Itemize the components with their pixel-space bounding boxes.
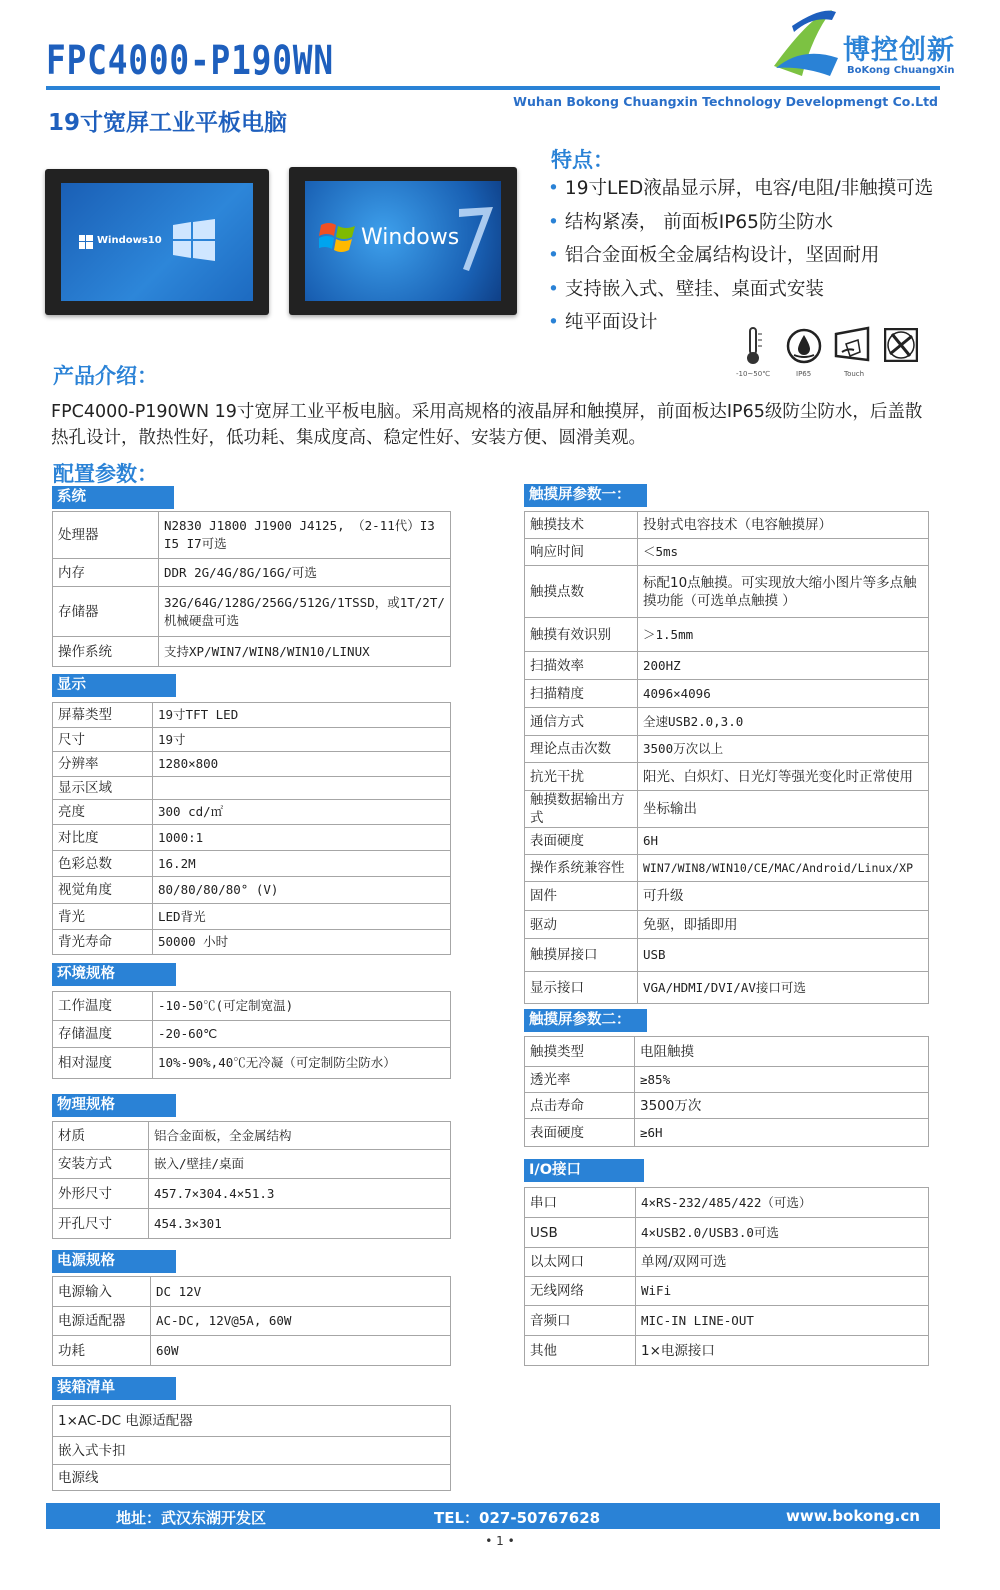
ip65-caption: IP65 [796,370,812,378]
spec-key: 安装方式 [53,1150,149,1179]
spec-key: 存储温度 [53,1021,153,1048]
spec-value: 457.7×304.4×51.3 [149,1179,451,1209]
spec-value [153,777,451,800]
spec-value: WiFi [636,1277,929,1306]
spec-key: 背光寿命 [53,930,153,955]
spec-key: 无线网络 [525,1277,636,1306]
spec-value: 80/80/80/80° (V) [153,877,451,904]
table-row [525,1067,929,1093]
feature-item: • 19寸LED液晶显示屏，电容/电阻/非触摸可选 [548,177,933,211]
spec-value: 19寸 [153,728,451,752]
table-io [524,1187,929,1366]
product-image-win7 [289,167,517,315]
table-touch1 [524,511,929,1004]
footer-website[interactable]: www.bokong.cn [786,1507,920,1525]
table-row [525,708,929,736]
table-row [525,939,929,972]
section-bar-power: 电源规格 [52,1250,176,1273]
windows-flag-small-icon [79,235,93,249]
spec-value: 投射式电容技术（电容触摸屏） [638,512,929,539]
spec-key: 显示接口 [525,972,638,1004]
spec-key: 工作温度 [53,992,153,1021]
spec-key: 开孔尺寸 [53,1209,149,1239]
temp-caption: -10~50℃ [736,370,771,378]
spec-key: 操作系统兼容性 [525,855,638,882]
spec-key: 分辨率 [53,752,153,777]
table-power [52,1276,451,1366]
page-number: • 1 • [485,1534,515,1548]
spec-key: 电源输入 [53,1277,151,1307]
section-bar-touch2: 触摸屏参数二： [524,1009,647,1032]
footer-address: 地址：武汉东湖开发区 [116,1509,267,1527]
table-row [53,1048,451,1079]
table-row [53,1307,451,1336]
table-env [52,991,451,1079]
spec-value: LED背光 [153,904,451,930]
spec-key: 扫描精度 [525,680,638,708]
spec-key: 触摸数据输出方式 [525,791,638,828]
spec-value: 4×USB2.0/USB3.0可选 [636,1218,929,1248]
spec-key: 内存 [53,559,159,587]
windows10-label: Windows10 [97,235,162,246]
spec-value: ＜5ms [638,539,929,566]
logo-chinese-name: 博控创新 [843,35,955,66]
config-title: 配置参数： [53,462,158,486]
spec-key: 触摸类型 [525,1037,635,1067]
table-row [525,652,929,680]
spec-value: DDR 2G/4G/8G/16G/可选 [159,559,451,587]
spec-value: USB [638,939,929,972]
table-row [53,904,451,930]
feature-icons [732,326,932,382]
spec-key: 触摸点数 [525,566,638,618]
spec-value: 16.2M [153,851,451,877]
intro-title: 产品介绍： [53,364,158,388]
table-system [52,511,451,667]
spec-key: 点击寿命 [525,1093,635,1119]
table-display [52,702,451,955]
spec-value: MIC-IN LINE-OUT [636,1306,929,1336]
table-row [525,1248,929,1277]
spec-value: WIN7/WIN8/WIN10/CE/MAC/Android/Linux/XP [638,855,929,882]
spec-key: 以太网口 [525,1248,636,1277]
windows7-logo-icon [319,219,357,257]
spec-value: 300 cd/㎡ [153,800,451,825]
table-row [525,1336,929,1366]
spec-value: 免驱，即插即用 [638,911,929,939]
table-row [53,877,451,904]
table-row [53,930,451,955]
company-name: Wuhan Bokong Chuangxin Technology Developmengt Co.Ltd [513,94,938,109]
table-packing [52,1405,451,1491]
table-row [53,1021,451,1048]
table-row [525,882,929,911]
table-row [525,566,929,618]
spec-value: 单网/双网可选 [636,1248,929,1277]
table-row [53,752,451,777]
product-subtitle: 19寸宽屏工业平板电脑 [48,110,288,136]
touch-caption: Touch [844,370,865,378]
spec-value: 4096×4096 [638,680,929,708]
spec-key: 理论点击次数 [525,736,638,763]
spec-key: 透光率 [525,1067,635,1093]
spec-key: 操作系统 [53,637,159,667]
table-row [53,1209,451,1239]
spec-key: 通信方式 [525,708,638,736]
table-row [53,587,451,637]
spec-value: 1280×800 [153,752,451,777]
windows7-seven-icon [455,203,495,273]
section-bar-env: 环境规格 [52,963,176,986]
spec-value: ＞1.5mm [638,618,929,652]
section-bar-display: 显示 [52,674,176,697]
table-row [53,512,451,559]
table-row [525,828,929,855]
table-row [525,855,929,882]
packing-item: 嵌入式卡扣 [53,1437,451,1465]
model-title: FPC4000-P190WN [46,38,334,84]
spec-value: 60W [151,1336,451,1366]
spec-key: 响应时间 [525,539,638,566]
spec-key: 表面硬度 [525,1119,635,1147]
spec-value: 3500万次 [635,1093,929,1119]
table-row [525,911,929,939]
spec-key: 触摸有效识别 [525,618,638,652]
header-rule [46,86,940,90]
table-row [525,1119,929,1147]
spec-value: 1000:1 [153,825,451,851]
table-touch2 [524,1036,929,1147]
spec-key: 材质 [53,1122,149,1150]
spec-key: 屏幕类型 [53,703,153,728]
spec-key: 背光 [53,904,153,930]
spec-value: 200HZ [638,652,929,680]
table-row [525,512,929,539]
spec-value: 6H [638,828,929,855]
table-row [53,728,451,752]
section-bar-physical: 物理规格 [52,1094,176,1117]
table-row [525,972,929,1004]
feature-item: • 支持嵌入式、壁挂、桌面式安装 [548,278,933,312]
spec-key: 触摸技术 [525,512,638,539]
footer-tel: TEL：027-50767628 [434,1509,601,1527]
table-row [525,1218,929,1248]
spec-key: 存储器 [53,587,159,637]
spec-value: AC-DC, 12V@5A, 60W [151,1307,451,1336]
table-row [525,763,929,791]
table-row [53,825,451,851]
section-bar-io: I/O接口 [524,1159,644,1182]
spec-key: 外形尺寸 [53,1179,149,1209]
spec-key: 串口 [525,1188,636,1218]
table-row [53,1122,451,1150]
table-row [53,777,451,800]
spec-value: 454.3×301 [149,1209,451,1239]
spec-value: 铝合金面板，全金属结构 [149,1122,451,1150]
thermometer-icon [742,326,764,366]
table-row [525,539,929,566]
packing-item: 电源线 [53,1465,451,1491]
spec-key: USB [525,1218,636,1248]
windows10-logo-icon [173,219,215,261]
spec-value: 19寸TFT LED [153,703,451,728]
table-row [53,637,451,667]
spec-value: 嵌入/壁挂/桌面 [149,1150,451,1179]
logo-english-name: BoKong ChuangXin [847,65,955,76]
spec-key: 功耗 [53,1336,151,1366]
spec-value: 支持XP/WIN7/WIN8/WIN10/LINUX [159,637,451,667]
spec-value: 可升级 [638,882,929,911]
spec-key: 其他 [525,1336,636,1366]
table-row [525,1037,929,1067]
spec-key: 固件 [525,882,638,911]
table-row [53,992,451,1021]
table-physical [52,1121,451,1239]
table-row [525,736,929,763]
table-row [53,1465,451,1491]
spec-value: DC 12V [151,1277,451,1307]
intro-text: FPC4000-P190WN 19寸宽屏工业平板电脑。采用高规格的液晶屏和触摸屏，前面板达IP65级防尘防水，后盖散热孔设计，散热性好，低功耗、集成度高、稳定性好、安装方便、圆滑美观。 [51,402,923,448]
spec-value: 全速USB2.0,3.0 [638,708,929,736]
features-list [548,177,933,345]
spec-key: 表面硬度 [525,828,638,855]
feature-item: • 铝合金面板全金属结构设计，坚固耐用 [548,244,933,278]
touch-screen-icon [832,326,874,366]
spec-value: 电阻触摸 [635,1037,929,1067]
windows7-label: Windows [361,225,460,250]
spec-value: ≥85% [635,1067,929,1093]
spec-value: ≥6H [635,1119,929,1147]
section-bar-touch1: 触摸屏参数一： [524,484,647,507]
spec-key: 驱动 [525,911,638,939]
spec-key: 相对湿度 [53,1048,153,1079]
fan-icon [884,328,918,362]
section-bar-packing: 装箱清单 [52,1377,176,1400]
table-row [53,1336,451,1366]
spec-key: 色彩总数 [53,851,153,877]
feature-item: • 结构紧凑， 前面板IP65防尘防水 [548,211,933,245]
table-row [525,1093,929,1119]
spec-value: 3500万次以上 [638,736,929,763]
spec-value: 10%-90%,40℃无冷凝（可定制防尘防水） [153,1048,451,1079]
table-row [53,1179,451,1209]
table-row [53,703,451,728]
spec-value: 4×RS-232/485/422（可选） [636,1188,929,1218]
ip65-water-icon [786,328,822,364]
spec-value: N2830 J1800 J1900 J4125, （2-11代）I3 I5 I7可选 [159,512,451,559]
table-row [53,1437,451,1465]
spec-key: 亮度 [53,800,153,825]
table-row [53,1277,451,1307]
table-row [53,559,451,587]
table-row [53,1150,451,1179]
spec-key: 电源适配器 [53,1307,151,1336]
spec-value: -20-60℃ [153,1021,451,1048]
table-row [53,851,451,877]
spec-key: 扫描效率 [525,652,638,680]
spec-key: 音频口 [525,1306,636,1336]
packing-item: 1×AC-DC 电源适配器 [53,1406,451,1437]
table-row [525,1306,929,1336]
table-row [525,791,929,828]
spec-value: 阳光、白炽灯、日光灯等强光变化时正常使用 [638,763,929,791]
spec-key: 对比度 [53,825,153,851]
table-row [53,1406,451,1437]
spec-key: 抗光干扰 [525,763,638,791]
features-title: 特点： [551,148,614,172]
footer-bar [46,1503,940,1529]
table-row [525,680,929,708]
spec-key: 尺寸 [53,728,153,752]
spec-key: 显示区域 [53,777,153,800]
table-row [525,618,929,652]
spec-value: 坐标输出 [638,791,929,828]
spec-key: 视觉角度 [53,877,153,904]
spec-key: 触摸屏接口 [525,939,638,972]
section-bar-system: 系统 [52,486,174,509]
table-row [53,800,451,825]
spec-value: 50000 小时 [153,930,451,955]
spec-value: -10-50℃(可定制宽温) [153,992,451,1021]
feature-item: • 纯平面设计 [548,311,933,345]
spec-value: VGA/HDMI/DVI/AV接口可选 [638,972,929,1004]
spec-value: 标配10点触摸。可实现放大缩小图片等多点触摸功能（可选单点触摸 ） [638,566,929,618]
table-row [525,1188,929,1218]
spec-value: 1×电源接口 [636,1336,929,1366]
spec-key: 处理器 [53,512,159,559]
product-image-win10 [45,169,269,315]
table-row [525,1277,929,1306]
spec-value: 32G/64G/128G/256G/512G/1TSSD，或1T/2T/机械硬盘可选 [159,587,451,637]
